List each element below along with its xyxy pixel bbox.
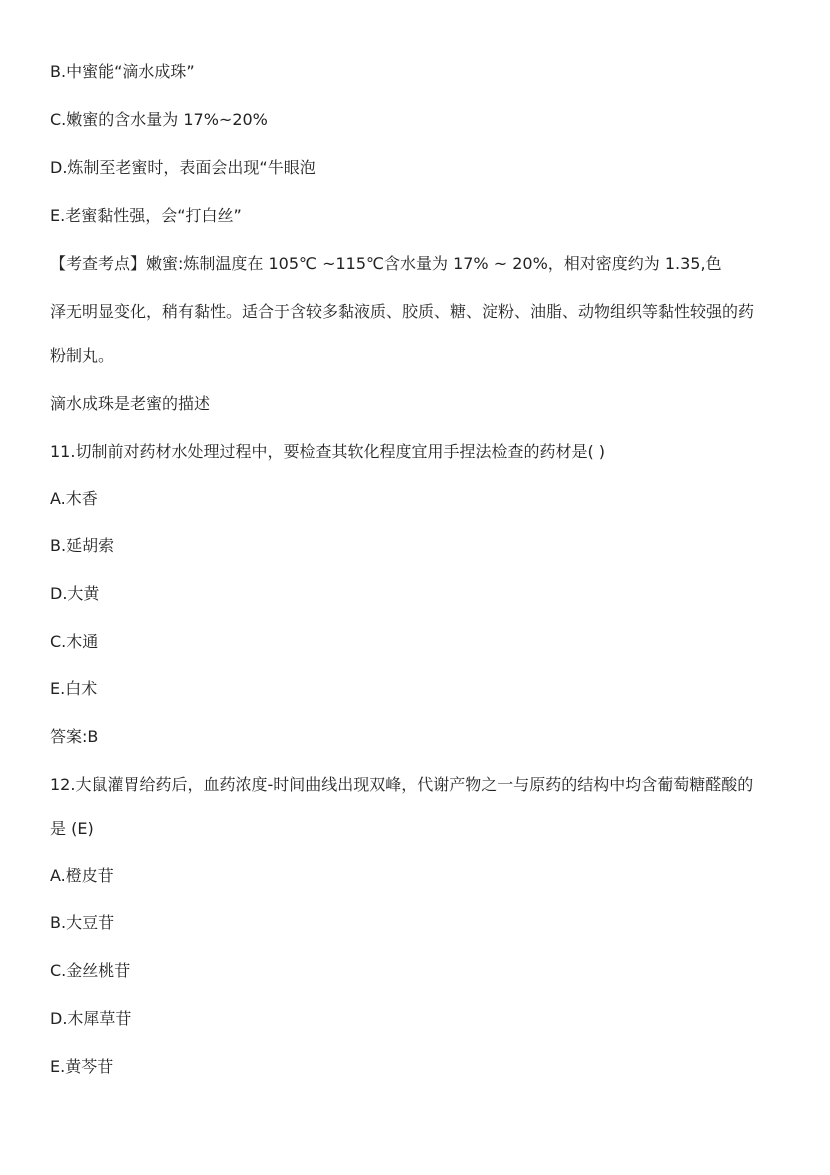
q10-option-c: C.嫩蜜的含水量为 17%~20% — [50, 110, 268, 129]
q10-option-e: E.老蜜黏性强，会“打白丝” — [50, 206, 242, 225]
exam-point-line-3: 粉制丸。 — [50, 346, 115, 365]
exam-point-line-2: 泽无明显变化，稍有黏性。适合于含较多黏液质、胶质、糖、淀粉、油脂、动物组织等黏性较强的药 — [50, 302, 755, 321]
q12-option-e: E.黄芩苷 — [50, 1057, 114, 1076]
q12-stem-line-2: 是 (E) — [50, 819, 94, 838]
q10-option-d: D.炼制至老蜜时，表面会出现“牛眼泡 — [50, 158, 316, 177]
q12-option-b: B.大豆苷 — [50, 913, 115, 932]
q11-stem: 11.切制前对药材水处理过程中，要检查其软化程度宜用手捏法检查的药材是( ) — [50, 442, 606, 461]
q10-explanation: 滴水成珠是老蜜的描述 — [50, 394, 211, 413]
q11-option-a: A.木香 — [50, 489, 98, 508]
q11-option-c: C.木通 — [50, 632, 99, 651]
q12-stem-line-1: 12.大鼠灌胃给药后，血药浓度-时间曲线出现双峰，代谢产物之一与原药的结构中均含葡萄糖醛酸的 — [50, 775, 754, 794]
q12-option-d: D.木犀草苷 — [50, 1009, 132, 1028]
q11-option-e: E.白术 — [50, 679, 98, 698]
q11-option-d: D.大黄 — [50, 584, 100, 603]
q11-answer: 答案:B — [50, 727, 99, 746]
q12-option-a: A.橙皮苷 — [50, 866, 114, 885]
q11-option-b: B.延胡索 — [50, 536, 115, 555]
q10-option-b: B.中蜜能“滴水成珠” — [50, 62, 195, 81]
q12-option-c: C.金丝桃苷 — [50, 961, 131, 980]
exam-point-line-1: 【考查考点】嫩蜜:炼制温度在 105℃ ~115℃含水量为 17% ~ 20%，相对密度约为 1.35,色 — [50, 254, 722, 273]
